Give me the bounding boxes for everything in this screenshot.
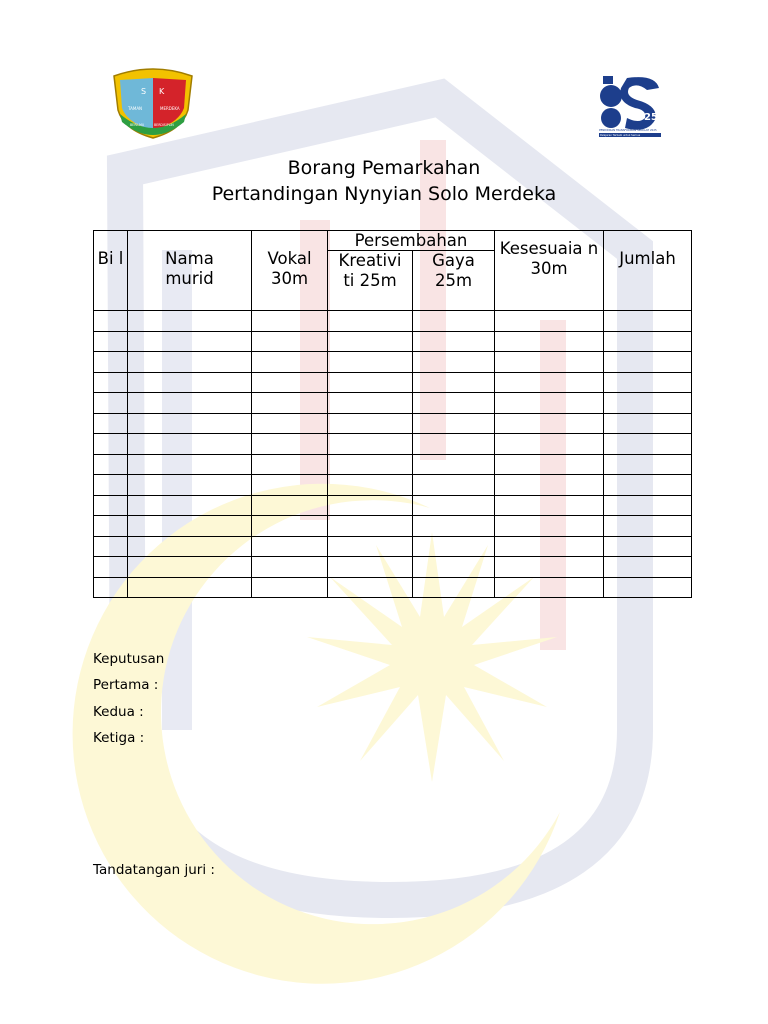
table-row [94, 577, 692, 598]
table-cell[interactable] [604, 372, 692, 393]
table-cell[interactable] [328, 536, 413, 557]
table-cell[interactable] [328, 393, 413, 414]
table-cell[interactable] [252, 516, 328, 537]
table-cell[interactable] [128, 495, 252, 516]
table-cell[interactable] [604, 352, 692, 373]
table-cell[interactable] [328, 475, 413, 496]
header-nama-murid: Nama murid [128, 231, 252, 311]
table-cell[interactable] [413, 434, 495, 455]
table-row [94, 516, 692, 537]
table-cell[interactable] [128, 454, 252, 475]
table-cell[interactable] [128, 393, 252, 414]
table-row [94, 311, 692, 332]
svg-text:PENDIDIKAN TRANSFORMASI SEKOLA: PENDIDIKAN TRANSFORMASI SEKOLAH 2025 [599, 129, 657, 132]
table-cell[interactable] [252, 495, 328, 516]
table-cell[interactable] [328, 372, 413, 393]
table-cell[interactable] [604, 413, 692, 434]
table-cell[interactable] [495, 434, 604, 455]
table-row [94, 557, 692, 578]
table-cell[interactable] [128, 311, 252, 332]
table-cell[interactable] [413, 557, 495, 578]
table-cell[interactable] [128, 475, 252, 496]
header-kesesuaian: Kesesuaia n 30m [495, 231, 604, 311]
table-cell[interactable] [328, 331, 413, 352]
table-cell[interactable] [413, 495, 495, 516]
table-cell[interactable] [252, 557, 328, 578]
table-cell[interactable] [128, 331, 252, 352]
table-cell[interactable] [495, 516, 604, 537]
table-cell[interactable] [413, 311, 495, 332]
table-cell[interactable] [128, 352, 252, 373]
table-cell[interactable] [413, 475, 495, 496]
table-cell[interactable] [604, 311, 692, 332]
keputusan-label: Keputusan [93, 651, 165, 667]
table-cell[interactable] [328, 413, 413, 434]
table-cell[interactable] [604, 434, 692, 455]
table-cell[interactable] [128, 516, 252, 537]
table-cell[interactable] [94, 577, 128, 598]
table-cell[interactable] [495, 331, 604, 352]
kedua-label: Kedua : [93, 704, 144, 720]
table-cell[interactable] [328, 454, 413, 475]
table-cell[interactable] [252, 434, 328, 455]
school-crest-logo [110, 64, 196, 140]
form-title: Borang Pemarkahan [287, 157, 481, 179]
table-cell[interactable] [495, 557, 604, 578]
table-row [94, 475, 692, 496]
table-cell[interactable] [94, 475, 128, 496]
table-cell[interactable] [604, 393, 692, 414]
table-row [94, 331, 692, 352]
table-cell[interactable] [94, 516, 128, 537]
table-cell[interactable] [495, 413, 604, 434]
table-cell[interactable] [495, 577, 604, 598]
table-cell[interactable] [328, 495, 413, 516]
table-cell[interactable] [128, 372, 252, 393]
table-cell[interactable] [94, 413, 128, 434]
table-cell[interactable] [128, 577, 252, 598]
header-vokal: Vokal 30m [252, 231, 328, 311]
table-cell[interactable] [413, 577, 495, 598]
table-cell[interactable] [328, 577, 413, 598]
table-row [94, 393, 692, 414]
header-kreativiti: Kreativi ti 25m [328, 251, 413, 311]
table-cell[interactable] [252, 577, 328, 598]
table-cell[interactable] [94, 434, 128, 455]
svg-text:BERDISIPLIN: BERDISIPLIN [154, 123, 174, 127]
table-cell[interactable] [413, 536, 495, 557]
table-cell[interactable] [413, 454, 495, 475]
svg-text:TAMAN: TAMAN [128, 106, 143, 111]
table-cell[interactable] [94, 311, 128, 332]
table-cell[interactable] [495, 495, 604, 516]
table-cell[interactable] [252, 454, 328, 475]
table-cell[interactable] [94, 557, 128, 578]
table-row [94, 352, 692, 373]
header-jumlah: Jumlah [604, 231, 692, 311]
tandatangan-juri-label: Tandatangan juri : [93, 862, 215, 878]
table-row [94, 372, 692, 393]
table-cell[interactable] [252, 536, 328, 557]
table-cell[interactable] [94, 536, 128, 557]
table-cell[interactable] [252, 311, 328, 332]
table-cell[interactable] [328, 434, 413, 455]
table-cell[interactable] [604, 516, 692, 537]
table-cell[interactable] [604, 454, 692, 475]
svg-text:Pelajaran Terbaik untuk Semua: Pelajaran Terbaik untuk Semua [600, 134, 641, 137]
table-cell[interactable] [94, 352, 128, 373]
table-row [94, 536, 692, 557]
table-cell[interactable] [413, 372, 495, 393]
table-row [94, 434, 692, 455]
table-row [94, 495, 692, 516]
table-cell[interactable] [328, 557, 413, 578]
svg-text:BERILMU: BERILMU [130, 123, 145, 127]
table-cell[interactable] [604, 557, 692, 578]
pertama-label: Pertama : [93, 677, 159, 693]
header-persembahan: Persembahan [328, 231, 495, 251]
table-cell[interactable] [413, 413, 495, 434]
table-cell[interactable] [413, 393, 495, 414]
table-cell[interactable] [495, 475, 604, 496]
table-cell[interactable] [128, 434, 252, 455]
table-cell[interactable] [128, 557, 252, 578]
table-cell[interactable] [94, 331, 128, 352]
table-cell[interactable] [604, 331, 692, 352]
table-cell[interactable] [128, 536, 252, 557]
table-row [94, 454, 692, 475]
table-cell[interactable] [495, 393, 604, 414]
svg-text:K: K [159, 87, 165, 96]
table-cell[interactable] [252, 413, 328, 434]
table-cell[interactable] [94, 495, 128, 516]
table-cell[interactable] [604, 536, 692, 557]
table-cell[interactable] [252, 372, 328, 393]
table-cell[interactable] [252, 331, 328, 352]
table-cell[interactable] [413, 352, 495, 373]
table-cell[interactable] [604, 475, 692, 496]
table-cell[interactable] [128, 413, 252, 434]
table-cell[interactable] [94, 372, 128, 393]
table-cell[interactable] [252, 352, 328, 373]
form-subtitle: Pertandingan Nynyian Solo Merdeka [211, 183, 557, 205]
score-table [93, 230, 692, 598]
anniversary-25-logo [597, 72, 663, 138]
ketiga-label: Ketiga : [93, 730, 145, 746]
svg-text:MERDEKA: MERDEKA [160, 106, 180, 111]
table-cell[interactable] [495, 454, 604, 475]
header-gaya: Gaya 25m [413, 251, 495, 311]
table-cell[interactable] [413, 331, 495, 352]
table-cell[interactable] [328, 311, 413, 332]
table-cell[interactable] [252, 475, 328, 496]
table-cell[interactable] [413, 516, 495, 537]
svg-text:25: 25 [644, 112, 658, 123]
table-cell[interactable] [328, 516, 413, 537]
table-cell[interactable] [495, 352, 604, 373]
table-cell[interactable] [328, 352, 413, 373]
table-cell[interactable] [495, 311, 604, 332]
table-cell[interactable] [495, 536, 604, 557]
table-cell[interactable] [94, 454, 128, 475]
table-cell[interactable] [495, 372, 604, 393]
table-cell[interactable] [604, 495, 692, 516]
table-cell[interactable] [94, 393, 128, 414]
table-row [94, 413, 692, 434]
svg-text:S: S [141, 87, 147, 96]
table-cell[interactable] [252, 393, 328, 414]
header-bil: Bi l [94, 231, 128, 311]
table-cell[interactable] [604, 577, 692, 598]
